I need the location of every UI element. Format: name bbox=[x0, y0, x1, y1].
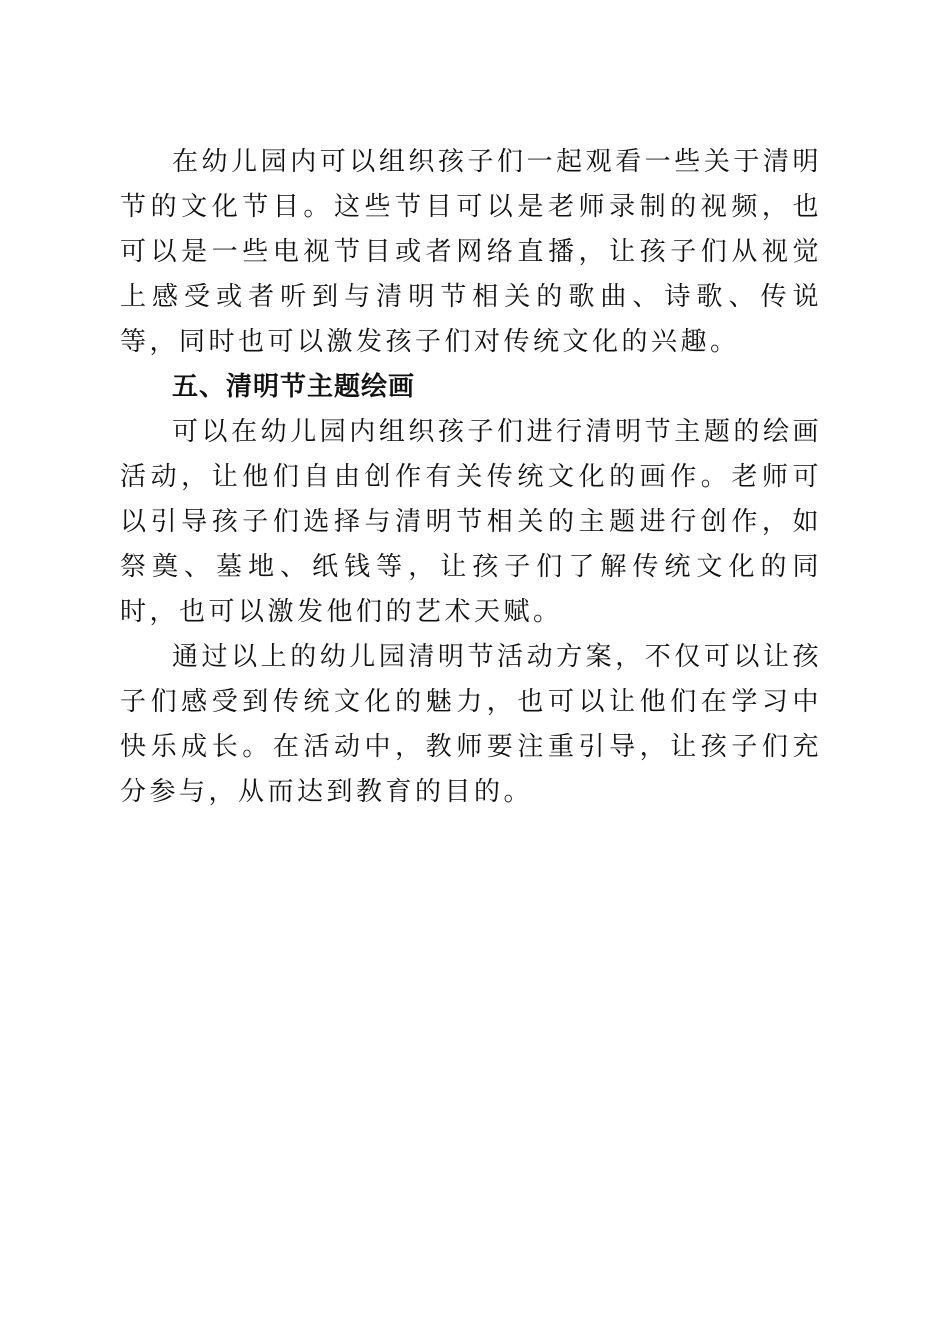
section-heading-five: 五、清明节主题绘画 bbox=[172, 372, 416, 402]
document-body bbox=[120, 140, 822, 815]
section-five-paragraph: 可以在幼儿园内组织孩子们进行清明节主题的绘画活动，让他们自由创作有关传统文化的画作。老师可以引导孩子们选择与清明节相关的主题进行创作，如祭奠、墓地、纸钱等，让孩子们了解传统文化的同时，也可以激发他们的艺术天赋。 bbox=[120, 417, 822, 627]
intro-paragraph: 在幼儿园内可以组织孩子们一起观看一些关于清明节的文化节目。这些节目可以是老师录制的视频，也可以是一些电视节目或者网络直播，让孩子们从视觉上感受或者听到与清明节相关的歌曲、诗歌、传说等，同时也可以激发孩子们对传统文化的兴趣。 bbox=[120, 147, 822, 357]
conclusion-paragraph: 通过以上的幼儿园清明节活动方案，不仅可以让孩子们感受到传统文化的魅力，也可以让他们在学习中快乐成长。在活动中，教师要注重引导，让孩子们充分参与，从而达到教育的目的。 bbox=[120, 642, 822, 807]
